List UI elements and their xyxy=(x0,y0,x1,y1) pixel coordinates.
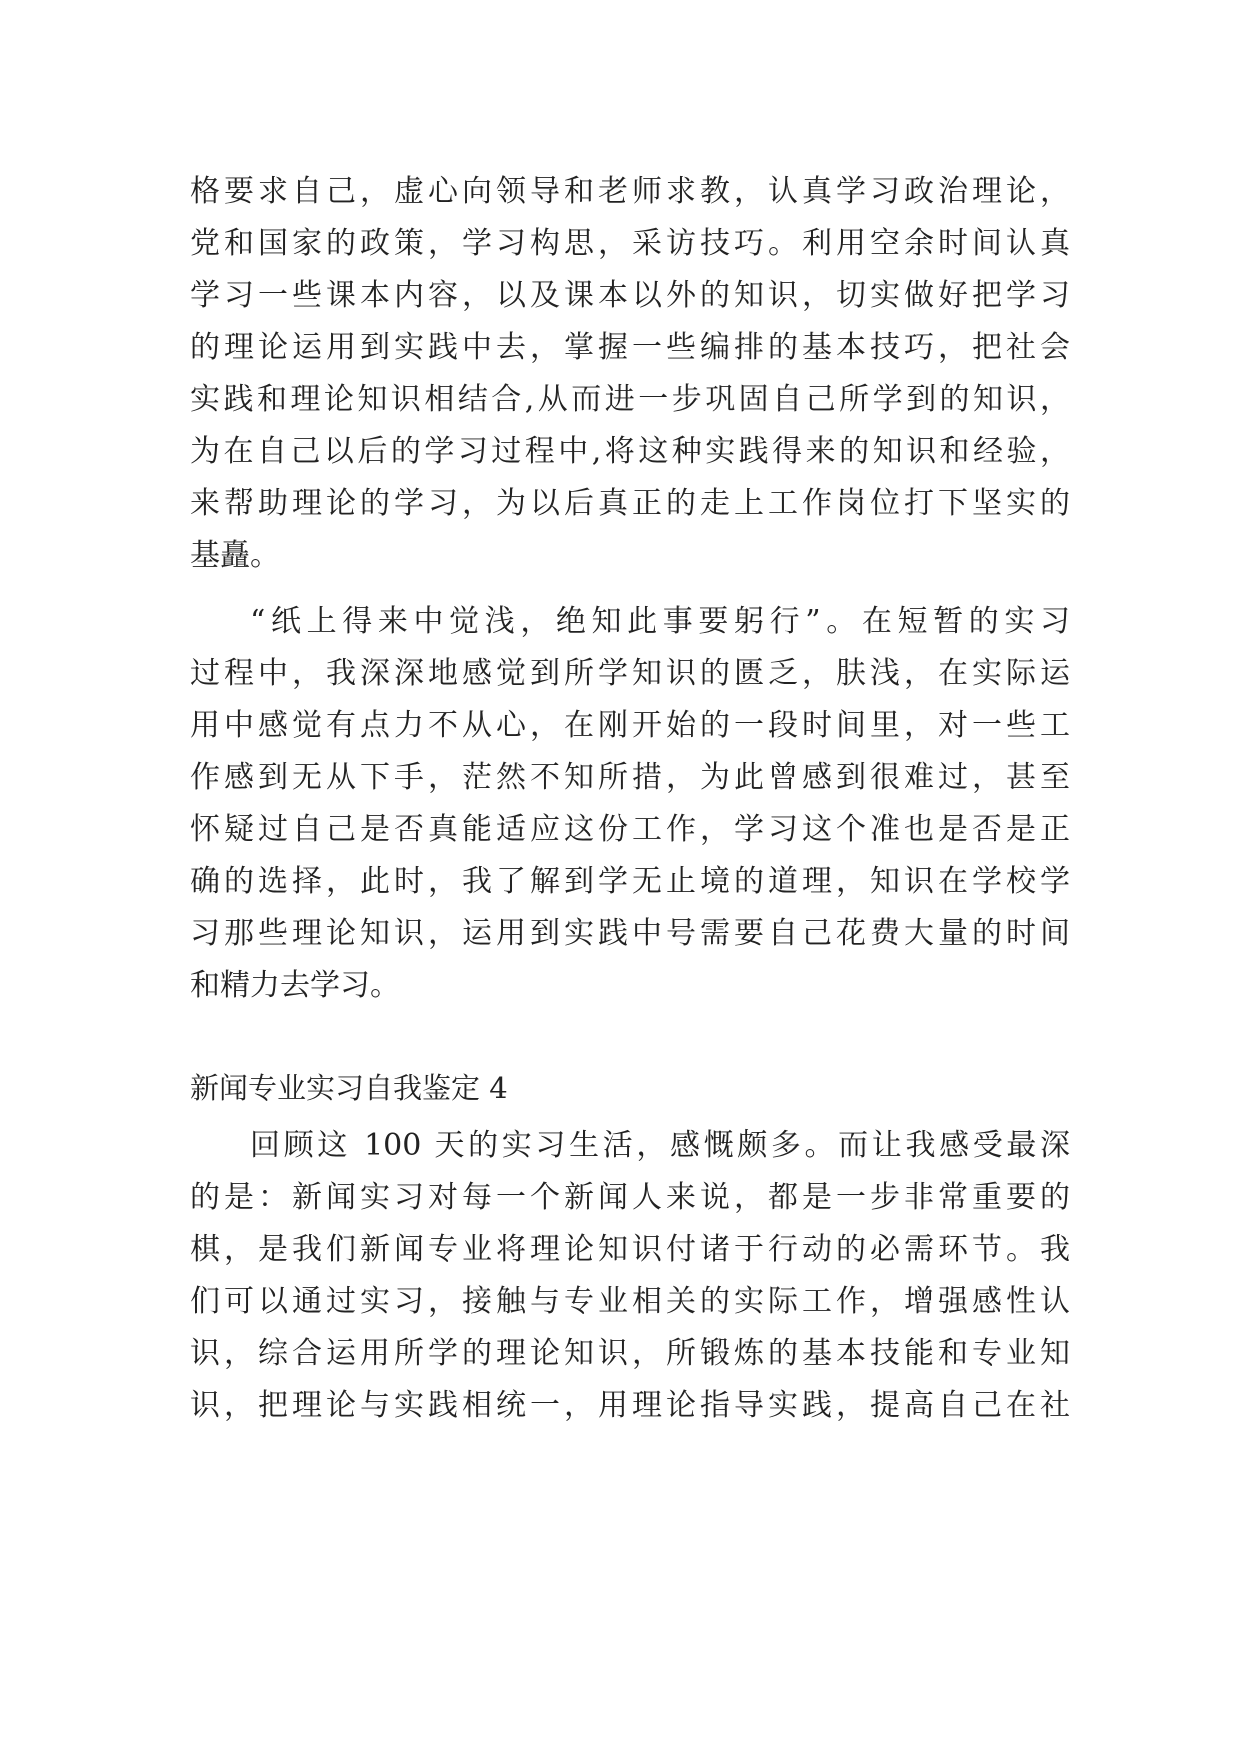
paragraph-line: 识，综合运用所学的理论知识，所锻炼的基本技能和专业知 xyxy=(190,1336,1070,1371)
paragraph-line: 识，把理论与实践相统一，用理论指导实践，提高自己在社 xyxy=(190,1388,1070,1423)
section-heading: 新闻专业实习自我鉴定 4 xyxy=(190,1071,508,1105)
paragraph-line: 和精力去学习。 xyxy=(190,968,400,1003)
paragraph-line: 怀疑过自己是否真能适应这份工作，学习这个准也是否是正 xyxy=(190,812,1070,847)
paragraph-line: 用中感觉有点力不从心，在刚开始的一段时间里，对一些工 xyxy=(190,708,1070,743)
paragraph-line: 过程中，我深深地感觉到所学知识的匮乏，肤浅，在实际运 xyxy=(190,656,1070,691)
paragraph-line: 来帮助理论的学习，为以后真正的走上工作岗位打下坚实的 xyxy=(190,486,1070,521)
paragraph-line: 习那些理论知识，运用到实践中号需要自己花费大量的时间 xyxy=(190,916,1070,951)
paragraph-line: 党和国家的政策，学习构思，采访技巧。利用空余时间认真 xyxy=(190,226,1070,261)
paragraph-line: 棋，是我们新闻专业将理论知识付诸于行动的必需环节。我 xyxy=(190,1232,1070,1267)
paragraph-line: 的理论运用到实践中去，掌握一些编排的基本技巧，把社会 xyxy=(190,330,1070,365)
paragraph-line: 们可以通过实习，接触与专业相关的实际工作，增强感性认 xyxy=(190,1284,1070,1319)
paragraph-line: 学习一些课本内容，以及课本以外的知识，切实做好把学习 xyxy=(190,278,1070,313)
paragraph-line: “纸上得来中觉浅，绝知此事要躬行”。在短暂的实习 xyxy=(250,604,1070,639)
paragraph-line: 作感到无从下手，茫然不知所措，为此曾感到很难过，甚至 xyxy=(190,760,1070,795)
paragraph-line: 基矗。 xyxy=(190,538,280,573)
paragraph-line: 的是：新闻实习对每一个新闻人来说，都是一步非常重要的 xyxy=(190,1180,1070,1215)
paragraph-line: 实践和理论知识相结合,从而进一步巩固自己所学到的知识， xyxy=(190,382,1070,417)
paragraph-line: 格要求自己，虚心向领导和老师求教，认真学习政治理论， xyxy=(190,174,1070,209)
paragraph-line: 回顾这 100 天的实习生活，感慨颇多。而让我感受最深 xyxy=(250,1128,1070,1163)
paragraph-line: 为在自己以后的学习过程中,将这种实践得来的知识和经验， xyxy=(190,434,1070,469)
paragraph-line: 确的选择，此时，我了解到学无止境的道理，知识在学校学 xyxy=(190,864,1070,899)
